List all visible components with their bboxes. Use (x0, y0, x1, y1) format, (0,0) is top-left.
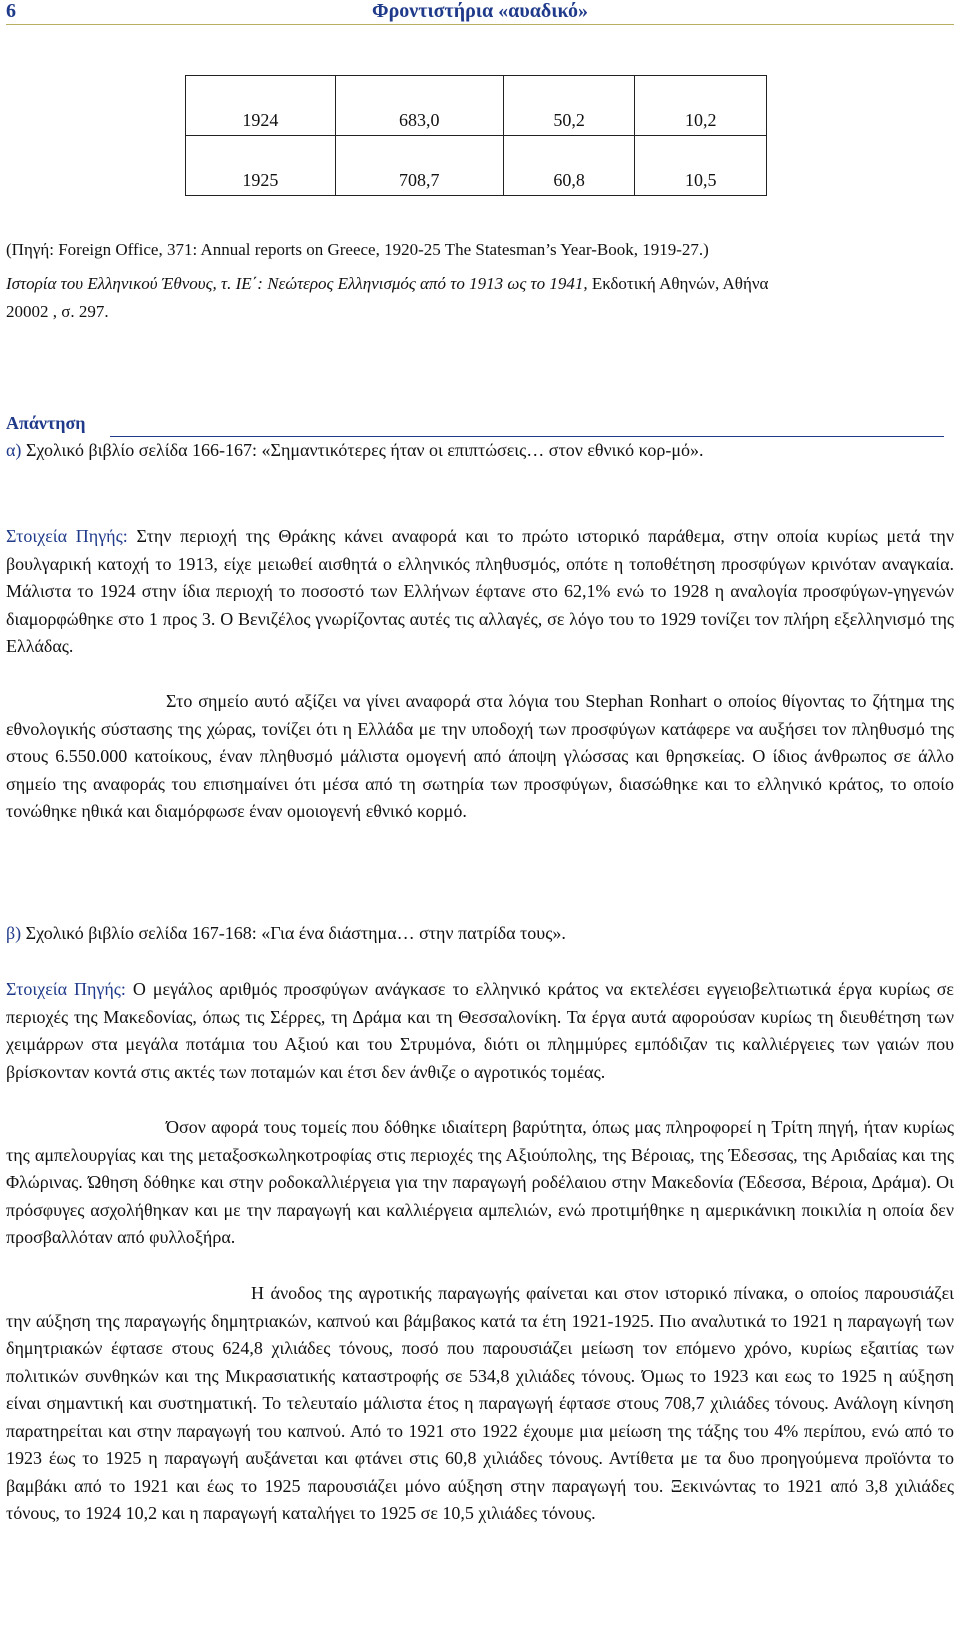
header-divider (6, 24, 954, 25)
source-publisher: Εκδοτική Αθηνών, Αθήνα (587, 274, 769, 293)
answer-a-text: Σχολικό βιβλίο σελίδα 166-167: «Σημαντικότερες ήταν οι επιπτώσεις… στον εθνικό κορ-μό». (21, 440, 704, 460)
answer-a (6, 437, 954, 465)
answer-a-label: α) (6, 440, 22, 460)
answer-heading (6, 410, 954, 437)
answer-b-label: β) (6, 923, 22, 943)
page-header (6, 0, 954, 22)
table-cell: 683,0 (335, 76, 503, 136)
answer-b-paragraph-2 (6, 1114, 954, 1252)
header-title: Φροντιστήρια «αυαδικό» (372, 0, 588, 22)
page-number: 6 (6, 0, 16, 22)
production-table (185, 75, 767, 196)
table-cell: 10,2 (635, 76, 767, 136)
answer-heading-text: Απάντηση (6, 413, 86, 433)
answer-a-elements-label: Στοιχεία Πηγής: (6, 526, 128, 546)
answer-b-paragraph-2-text: Όσον αφορά τους τομείς που δόθηκε ιδιαίτερη βαρύτητα, όπως μας πληροφορεί η Τρίτη πηγή, ήταν κυρίως της αμπελουργίας και της μεταξοσκωληκοτροφίας στις περιοχές της Αξιούπολης, της Βέροιας, της Έδεσσας, της Αριδαίας και της Φλώρινας. Ώθηση δόθηκε και στην ροδοκαλλιέργεια για την παραγωγή ροδέλαιου στην Μακεδονία (Έδεσσα, Βέροια, Δράμα). Οι πρόσφυγες ασχολήθηκαν και με την παραγωγή και καλλιέργεια αμπελιών, ενώ προτιμήθηκε η αμερικάνικη ποικιλία η οποία δεν προσβαλλόταν από φυλλοξήρα. (6, 1117, 954, 1247)
source-citation: (Πηγή: Foreign Office, 371: Annual reports on Greece, 1920-25 The Statesman’s Year-Book, 1919-27.) (6, 240, 709, 259)
answer-a-paragraph-2-text: Στο σημείο αυτό αξίζει να γίνει αναφορά στα λόγια του Stephan Ronhart ο οποίος θίγοντας το ζήτημα της εθνολογικής σύστασης της χώρας, τονίζει ότι η Ελλάδα με την υποδοχή των προσφύγων κατάφερε να αυξήσει τον πληθυσμό της στους 6.550.000 κατοίκους, έναν πληθυσμό μάλιστα ομογενή από άποψη γλώσσας και θρησκείας. Ο ίδιος άνθρωπος σε άλλο σημείο της αναφοράς του επισημαίνει ότι μέσα από τη σωτηρία των προσφύγων, διασώθηκε και το ελληνικό κράτος, το οποίο τονώθηκε ηθικά και διαμόρφωσε έναν ομοιογενή εθνικό κορμό. (6, 691, 954, 821)
answer-b-paragraph-3 (6, 1280, 954, 1528)
answer-a-elements-text: Στην περιοχή της Θράκης κάνει αναφορά και το πρώτο ιστορικό παράθεμα, στην οποία κυρίως μετά την βουλγαρική κατοχή το 1913, είχε μειωθεί αισθητά ο ελληνικός πληθυσμός, οπότε η τοποθέτηση προσφύγων κρινόταν αναγκαία. Μάλιστα το 1924 στην ίδια περιοχή το ποσοστό των Ελλήνων έφτανε στο 62,1% ενώ το 1928 η αναλογία προσφύγων-γηγενών διαμορφώθηκε στο 1 προς 3. Ο Βενιζέλος γνωρίζοντας αυτές τις αλλαγές, σε λόγο του το 1929 τονίζει τον πλήρη εξελληνισμό της Ελλάδας. (6, 526, 954, 656)
source-reference (6, 270, 954, 297)
answer-b (6, 920, 954, 948)
table-cell: 1925 (186, 136, 336, 196)
source-pages: 20002 , σ. 297. (6, 302, 109, 321)
answer-b-text: Σχολικό βιβλίο σελίδα 167-168: «Για ένα διάστημα… στην πατρίδα τους». (21, 923, 566, 943)
table-cell: 708,7 (335, 136, 503, 196)
table-cell: 50,2 (503, 76, 635, 136)
table-cell: 1924 (186, 76, 336, 136)
table-cell: 10,5 (635, 136, 767, 196)
answer-a-paragraph-2 (6, 688, 954, 826)
table-cell: 60,8 (503, 136, 635, 196)
answer-b-paragraph-3-text: Η άνοδος της αγροτικής παραγωγής φαίνεται και στον ιστορικό πίνακα, ο οποίος παρουσιάζει την αύξηση της παραγωγής δημητριακών, καπνού και βάμβακος κατά τα έτη 1921-1925. Πιο αναλυτικά το 1921 η παραγωγή των δημητριακών έφτασε στους 624,8 χιλιάδες τόνους, ποσό που παρουσιάζει μείωση τον επόμενο χρόνο, κυρίως εξαιτίας των πολιτικών συνθηκών και της Μικρασιατικής καταστροφής σε 534,8 χιλιάδες τόνους. Όμως το 1923 και εως το 1925 η αύξηση είναι σημαντική και συστηματική. Το τελευταίο μάλιστα έτος η παραγωγή έφτασε στους 708,7 χιλιάδες τόνους. Ανάλογη κίνηση παρατηρείται και στην παραγωγή του καπνού. Από το 1921 στο 1922 έχουμε μια μείωση της τάξης του 4% περίπου, ενώ από το 1923 έως το 1925 η παραγωγή αυξάνεται και φτάνει στις 60,8 χιλιάδες τόνους. Αντίθετα με τα δυο προηγούμενα προϊόντα το βαμβάκι από το 1921 και έως το 1925 παρουσιάζει μόνο αύξηση στην παραγωγή του. Ξεκινώντας το 1921 από 3,8 χιλιάδες τόνους, το 1924 10,2 και η παραγωγή καταλήγει το 1925 σε 10,5 χιλιάδες τόνους. (6, 1283, 954, 1523)
answer-a-elements (6, 523, 954, 661)
source-book-title: Ιστορία του Ελληνικού Έθνους, τ. ΙΕ΄: Νεώτερος Ελληνισμός από το 1913 ως το 1941, (6, 274, 588, 293)
answer-b-elements-text: Ο μεγάλος αριθμός προσφύγων ανάγκασε το ελληνικό κράτος να εκτελέσει εγγειοβελτιωτικά έργα κυρίως σε περιοχές της Μακεδονίας, όπως τις Σέρρες, τη Δράμα και τη Θεσσαλονίκη. Τα έργα αυτά αφορούσαν κυρίως τη διευθέτηση των χειμάρρων στα μεγάλα ποτάμια του Αξιού και του Στρυμόνα, διότι οι πλημμύρες εμπόδιζαν τις καλλιέργειες των γαιών που βρίσκονταν κοντά στις ακτές των ποταμών και έτσι δεν άνθιζε ο αγροτικός τομέας. (6, 979, 954, 1082)
table-row (186, 136, 767, 196)
answer-b-elements (6, 976, 954, 1086)
answer-b-elements-label: Στοιχεία Πηγής: (6, 979, 126, 999)
table-row (186, 76, 767, 136)
